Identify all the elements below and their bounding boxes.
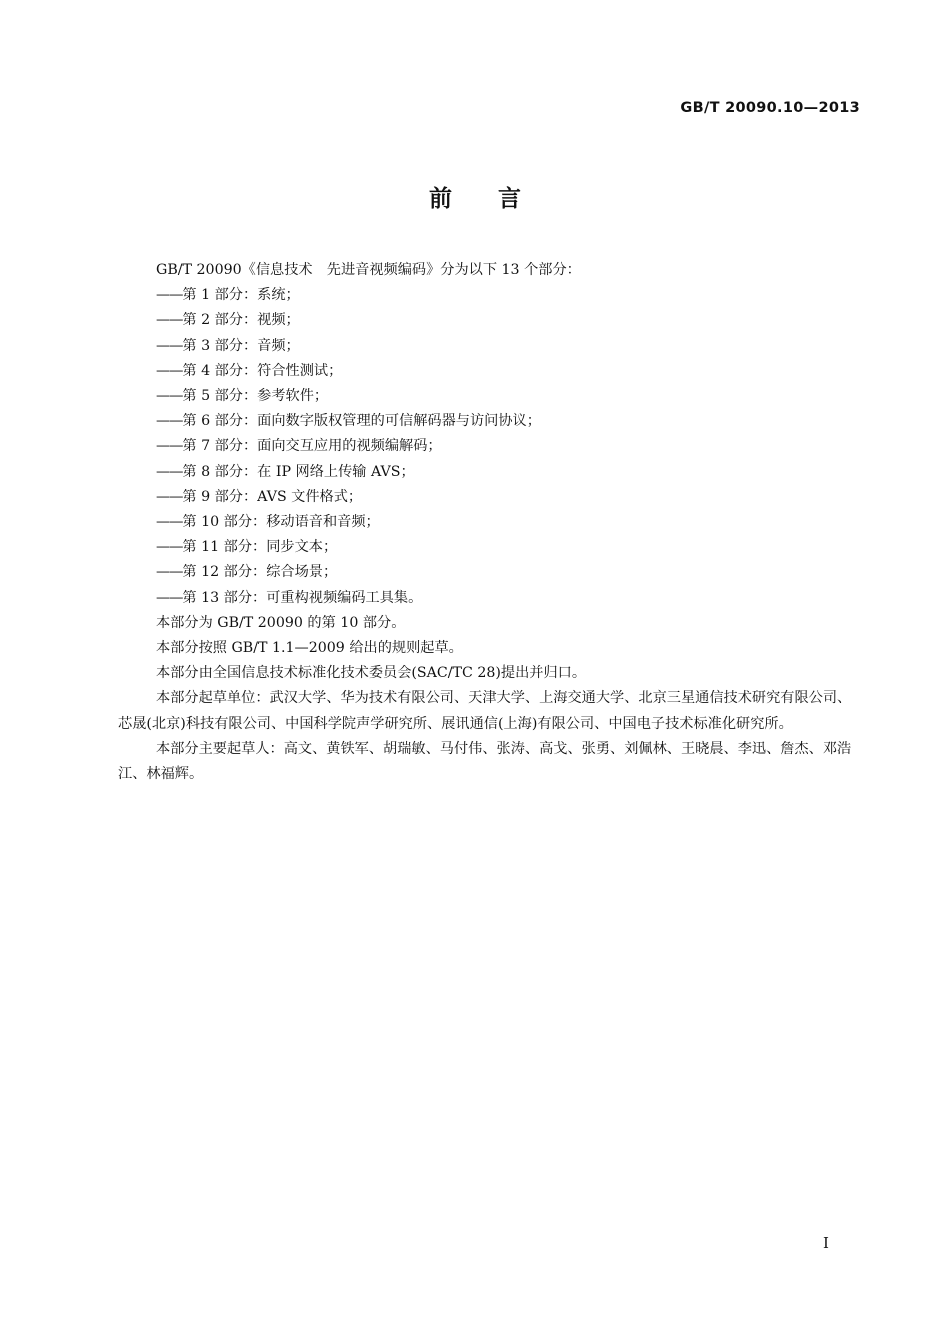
drafters-paragraph: 本部分主要起草人：高文、黄铁军、胡瑞敏、马付伟、张涛、高戈、张勇、刘佩林、王晓晨、李迅、詹杰、邓浩江、林福辉。 [118,740,852,783]
list-item-text: 第 1 部分：系统； [182,287,300,304]
list-dash: —— [156,388,183,405]
list-item-text: 第 5 部分：参考软件； [182,388,329,405]
list-item-text: 第 7 部分：面向交互应用的视频编解码； [182,438,442,455]
part-of-statement: 本部分为 GB/T 20090 的第 10 部分。 [156,614,406,631]
list-item-text: 第 8 部分：在 IP 网络上传输 AVS； [182,463,415,480]
list-dash: —— [156,514,183,531]
preface-body [118,258,860,787]
list-item-text: 第 11 部分：同步文本； [182,539,338,556]
list-dash: —— [156,488,183,505]
list-item-text: 第 10 部分：移动语音和音频； [182,514,380,531]
list-dash: —— [156,362,183,379]
list-item-text: 第 13 部分：可重构视频编码工具集。 [182,589,423,606]
intro-paragraph: GB/T 20090《信息技术 先进音视频编码》分为以下 13 个部分： [156,262,581,278]
list-dash: —— [156,463,183,480]
list-item [118,359,860,384]
list-item [118,434,860,459]
proposed-by-statement: 本部分由全国信息技术标准化技术委员会(SAC/TC 28)提出并归口。 [156,665,587,682]
page-number: I [823,1234,829,1252]
list-item [118,384,860,409]
list-item-text: 第 6 部分：面向数字版权管理的可信解码器与访问协议； [182,413,541,430]
list-dash: —— [156,337,183,354]
list-dash: —— [156,312,183,329]
list-dash: —— [156,438,183,455]
list-item [118,334,860,359]
list-item [118,460,860,485]
list-dash: —— [156,564,183,581]
list-dash: —— [156,589,183,606]
list-item [118,560,860,585]
drafting-rules-statement: 本部分按照 GB/T 1.1—2009 给出的规则起草。 [156,640,463,657]
list-item-text: 第 12 部分：综合场景； [182,564,338,581]
list-item-text: 第 3 部分：音频； [182,337,300,354]
list-dash: —— [156,287,183,304]
standard-code: GB/T 20090.10—2013 [680,100,860,116]
list-item [118,409,860,434]
list-item [118,283,860,308]
drafting-units-paragraph: 本部分起草单位：武汉大学、华为技术有限公司、天津大学、上海交通大学、北京三星通信技术研究有限公司、芯晟(北京)科技有限公司、中国科学院声学研究所、展讯通信(上海)有限公司、中国电子技术标准化研究所。 [118,690,852,732]
list-item-text: 第 2 部分：视频； [182,312,300,329]
parts-list [118,283,860,611]
list-item [118,510,860,535]
list-dash: —— [156,539,183,556]
list-item-text: 第 9 部分：AVS 文件格式； [182,488,363,505]
page-title: 前言 [429,186,567,212]
list-item [118,535,860,560]
list-item [118,308,860,333]
list-item [118,586,860,611]
list-item-text: 第 4 部分：符合性测试； [182,362,343,379]
list-dash: —— [156,413,183,430]
list-item [118,485,860,510]
